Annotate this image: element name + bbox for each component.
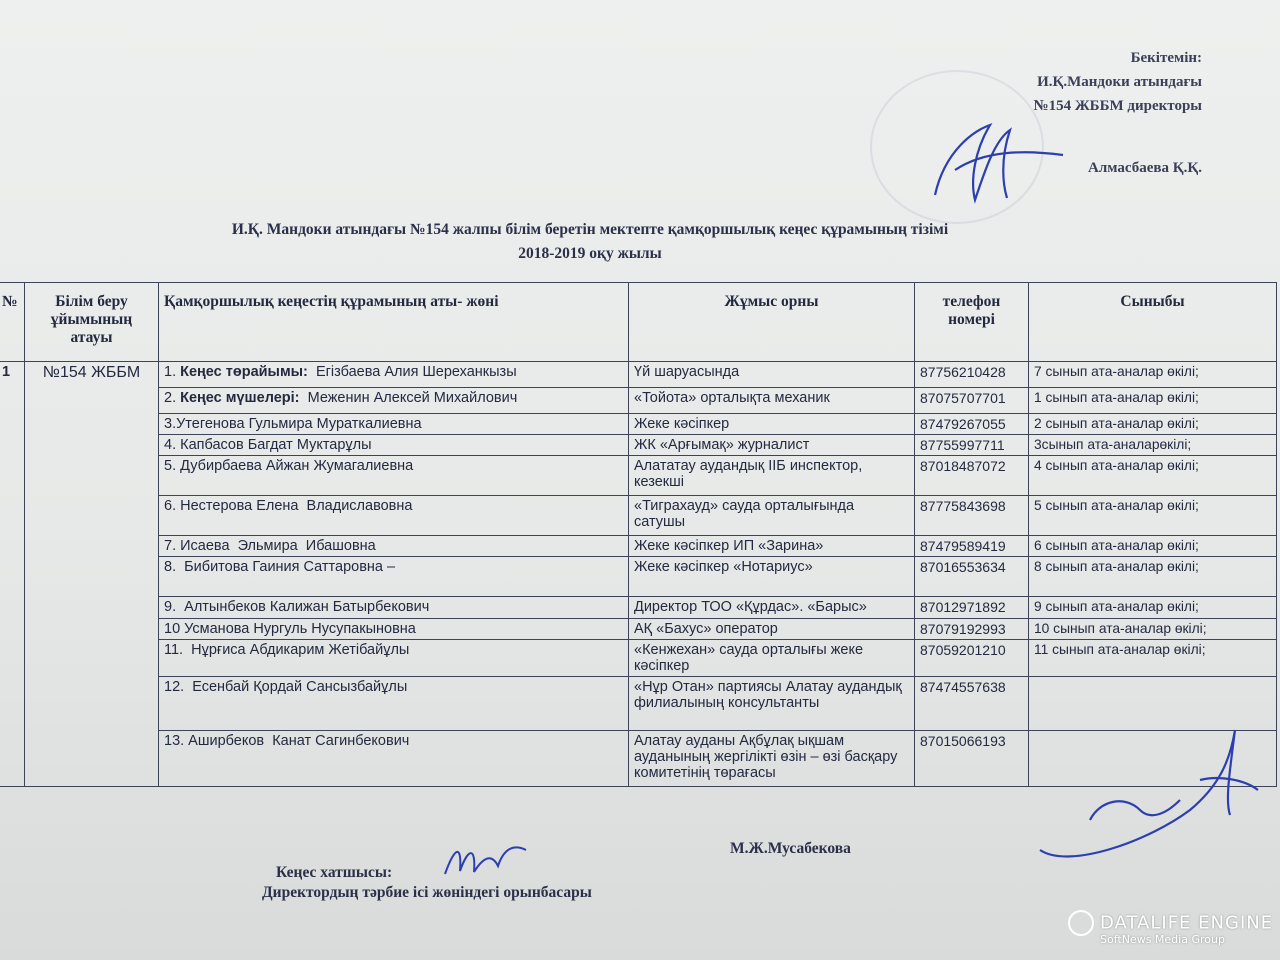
- approval-line2: №154 ЖББМ директоры: [1033, 98, 1202, 114]
- member-name: [159, 496, 629, 536]
- workplace: Алатау ауданы Ақбұлақ ықшам ауданының жергілікті өзін – өзі басқару комитетінің төрағасы: [629, 731, 915, 787]
- deputy-name: М.Ж.Мусабекова: [730, 840, 851, 857]
- member-name: [159, 456, 629, 496]
- table-row: [0, 362, 1277, 388]
- phone-number: 87755997711: [915, 435, 1029, 456]
- title-line2: 2018-2019 оқу жылы: [518, 245, 662, 262]
- table-row: [0, 619, 1277, 640]
- table-row: [0, 536, 1277, 557]
- member-fullname: 13. Аширбеков Канат Сагинбекович: [164, 733, 410, 749]
- title-line1: И.Қ. Мандоки атындағы №154 жалпы білім беретін мектепте қамқоршылық кеңес құрамының тізімі: [231, 221, 949, 238]
- member-fullname: 8. Бибитова Гаиния Саттаровна –: [164, 559, 396, 575]
- member-fullname: 5. Дубирбаева Айжан Жумагалиевна: [164, 458, 414, 474]
- table-row: [0, 597, 1277, 619]
- class-representation: 10 сынып ата-аналар өкілі;: [1029, 619, 1277, 640]
- secretary-label: Кеңес хатшысы:: [276, 864, 393, 881]
- member-name: [159, 557, 629, 597]
- phone-number: 87775843698: [915, 496, 1029, 536]
- approval-label: Бекітемін:: [1130, 50, 1202, 66]
- workplace: «Тиграхауд» сауда орталығында сатушы: [629, 496, 915, 536]
- table-row: [0, 456, 1277, 496]
- watermark-title: DATALIFE ENGINE: [1100, 912, 1274, 934]
- member-name: [159, 414, 629, 435]
- workplace: Алататау аудандық ІІБ инспектор, кезекші: [629, 456, 915, 496]
- table-row: [0, 414, 1277, 435]
- member-fullname: Меженин Алексей Михайлович: [299, 390, 518, 406]
- class-representation: 1 сынып ата-аналар өкілі;: [1029, 388, 1277, 414]
- table-header-row: [0, 283, 1277, 362]
- signature-scribble: [1030, 720, 1260, 870]
- class-representation: 2 сынып ата-аналар өкілі;: [1029, 414, 1277, 435]
- member-role: Кеңес төрайымы:: [180, 364, 308, 380]
- class-representation: 5 сынып ата-аналар өкілі;: [1029, 496, 1277, 536]
- member-index: 1.: [164, 364, 181, 380]
- phone-number: 87756210428: [915, 362, 1029, 388]
- class-representation: 11 сынып ата-аналар өкілі;: [1029, 640, 1277, 677]
- member-fullname: 11. Нұрғиса Абдикарим Жетібайұлы: [164, 642, 410, 658]
- document-title: [0, 218, 1180, 266]
- member-fullname: Егізбаева Алия Шереханкызы: [307, 364, 517, 380]
- workplace: «Нұр Отан» партиясы Алатау аудандық филиалының консультанты: [629, 677, 915, 731]
- phone-number: 87015066193: [915, 731, 1029, 787]
- workplace: ЖК «Арғымақ» журналист: [629, 435, 915, 456]
- header-work: Жұмыс орны: [629, 283, 915, 362]
- table-row: [0, 388, 1277, 414]
- approval-line1: И.Қ.Мандоки атындағы: [1037, 74, 1202, 90]
- member-name: [159, 619, 629, 640]
- watermark-logo-icon: [1068, 910, 1094, 936]
- class-representation: 3сынып ата-аналарөкілі;: [1029, 435, 1277, 456]
- workplace: «Кенжехан» сауда орталығы жеке кәсіпкер: [629, 640, 915, 677]
- header-num: №: [0, 283, 25, 362]
- organization-name: №154 ЖББМ: [25, 362, 159, 787]
- member-name: [159, 731, 629, 787]
- class-representation: 7 сынып ата-аналар өкілі;: [1029, 362, 1277, 388]
- secretary-signature: [440, 836, 530, 884]
- phone-number: 87012971892: [915, 597, 1029, 619]
- member-fullname: 6. Нестерова Елена Владиславовна: [164, 498, 413, 514]
- member-name: [159, 597, 629, 619]
- member-name: [159, 640, 629, 677]
- phone-number: 87474557638: [915, 677, 1029, 731]
- deputy-title: Директордың тәрбие ісі жөніндегі орынбасары: [262, 884, 592, 901]
- member-fullname: 12. Есенбай Қордай Сансызбайұлы: [164, 679, 408, 695]
- workplace: Үй шаруасында: [629, 362, 915, 388]
- member-fullname: 9. Алтынбеков Калижан Батырбекович: [164, 599, 430, 615]
- member-name: [159, 435, 629, 456]
- class-representation: 6 сынып ата-аналар өкілі;: [1029, 536, 1277, 557]
- member-fullname: 4. Капбасов Багдат Муктарұлы: [164, 437, 372, 453]
- table-row: [0, 496, 1277, 536]
- phone-number: 87479589419: [915, 536, 1029, 557]
- workplace: Жеке кәсіпкер ИП «Зарина»: [629, 536, 915, 557]
- phone-number: 87059201210: [915, 640, 1029, 677]
- member-name: [159, 388, 629, 414]
- phone-number: 87016553634: [915, 557, 1029, 597]
- row-number: 1: [0, 362, 25, 787]
- workplace: Директор ТОО «Құрдас». «Барыс»: [629, 597, 915, 619]
- class-representation: 9 сынып ата-аналар өкілі;: [1029, 597, 1277, 619]
- member-fullname: 7. Исаева Эльмира Ибашовна: [164, 538, 376, 554]
- class-representation: 4 сынып ата-аналар өкілі;: [1029, 456, 1277, 496]
- watermark: [1068, 910, 1273, 946]
- member-fullname: 3.Утегенова Гульмира Мураткалиевна: [164, 416, 422, 432]
- member-fullname: 10 Усманова Нургуль Нусупакыновна: [164, 621, 416, 637]
- member-role: Кеңес мүшелері:: [180, 390, 300, 406]
- watermark-subtitle: SoftNews Media Group: [1100, 933, 1225, 946]
- member-index: 2.: [164, 390, 181, 406]
- workplace: «Тойота» орталықта механик: [629, 388, 915, 414]
- phone-number: 87079192993: [915, 619, 1029, 640]
- member-name: [159, 536, 629, 557]
- phone-number: 87479267055: [915, 414, 1029, 435]
- workplace: Жеке кәсіпкер: [629, 414, 915, 435]
- class-representation: 8 сынып ата-аналар өкілі;: [1029, 557, 1277, 597]
- phone-number: 87075707701: [915, 388, 1029, 414]
- member-name: [159, 362, 629, 388]
- director-signature: [915, 110, 1065, 210]
- table-row: [0, 557, 1277, 597]
- table-row: [0, 435, 1277, 456]
- phone-number: 87018487072: [915, 456, 1029, 496]
- header-org: Білім беру ұйымының атауы: [25, 283, 159, 362]
- header-class: Сыныбы: [1029, 283, 1277, 362]
- workplace: АҚ «Бахус» оператор: [629, 619, 915, 640]
- workplace: Жеке кәсіпкер «Нотариус»: [629, 557, 915, 597]
- table-row: [0, 640, 1277, 677]
- director-name: Алмасбаева Қ.Қ.: [1088, 160, 1202, 176]
- council-table: [0, 282, 1277, 787]
- header-member: Қамқоршылық кеңестің құрамының аты- жөні: [159, 283, 629, 362]
- header-phone: телефон номері: [915, 283, 1029, 362]
- member-name: [159, 677, 629, 731]
